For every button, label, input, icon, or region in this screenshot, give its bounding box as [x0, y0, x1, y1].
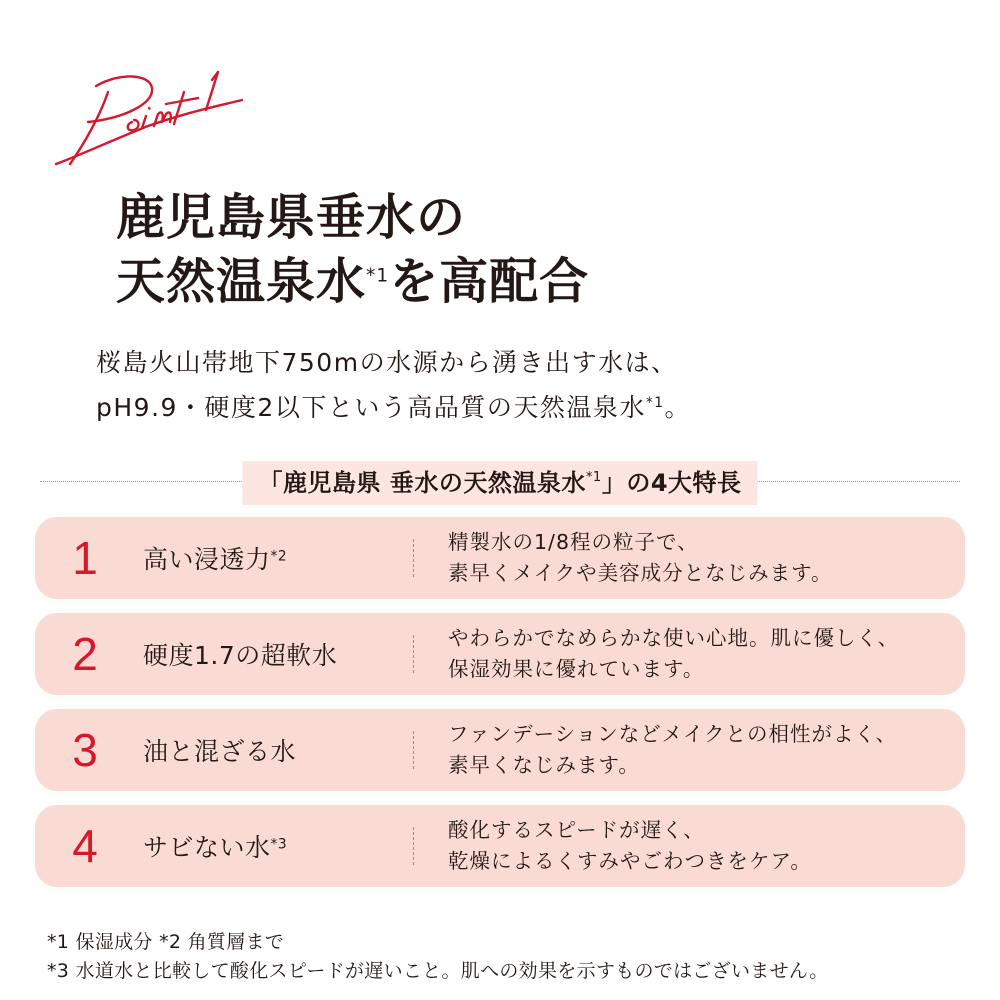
feature-divider [413, 635, 414, 673]
feature-description-line: 精製水の1/8程の粒子で、 [448, 530, 699, 554]
feature-name [135, 636, 413, 672]
feature-description-line: やわらかでなめらかな使い心地。肌に優しく、 [448, 626, 900, 650]
feature-number: 3 [72, 724, 98, 776]
lead-line-2-main: pH9.9・硬度2以下という高品質の天然温泉水 [96, 393, 646, 422]
footnote-line-2: *3 水道水と比較して酸化スピードが遅いこと。肌への効果を示すものではございません。 [47, 960, 829, 982]
feature-name-text: サビない水 [143, 833, 271, 862]
feature-description-line: ファンデーションなどメイクとの相性がよく、 [448, 722, 898, 746]
footnote-line-1: *1 保湿成分 *2 角質層まで [47, 931, 285, 953]
feature-name-text: 油と混ざる水 [143, 737, 297, 766]
point-1-logo [48, 52, 248, 176]
feature-name [135, 540, 413, 576]
lead-text [96, 340, 691, 430]
section-heading-footnote-mark: *1 [585, 470, 602, 486]
feature-description-line: 保湿効果に優れています。 [448, 657, 705, 681]
feature-name [135, 732, 413, 768]
feature-divider [413, 827, 414, 865]
footnotes [47, 928, 829, 986]
section-heading-tail: 」の4大特長 [601, 469, 742, 497]
feature-description-line: 乾燥によるくすみやごわつきをケア。 [448, 849, 812, 873]
title-footnote-mark: *1 [366, 265, 390, 287]
title-line-1: 鹿児島県垂水の [116, 189, 467, 246]
feature-footnote-mark: *3 [270, 836, 288, 853]
feature-number: 4 [72, 820, 98, 872]
feature-description-line: 素早くメイクや美容成分となじみます。 [448, 561, 833, 585]
section-heading-main: 「鹿児島県 垂水の天然温泉水 [258, 469, 586, 497]
feature-card-2 [35, 613, 965, 695]
feature-name-text: 硬度1.7の超軟水 [143, 641, 338, 670]
page-title [116, 186, 589, 314]
lead-line-2-tail: 。 [664, 393, 691, 422]
feature-card-4 [35, 805, 965, 887]
feature-name-text: 高い浸透力 [143, 545, 271, 574]
feature-number: 1 [72, 532, 98, 584]
feature-description [448, 719, 897, 781]
lead-line-2 [96, 385, 691, 430]
lead-line-1: 桜島火山帯地下750mの水源から湧き出す水は、 [96, 348, 678, 377]
feature-description [448, 527, 833, 589]
section-heading [242, 461, 757, 505]
feature-description [448, 815, 812, 877]
feature-card-1 [35, 517, 965, 599]
feature-footnote-mark: *2 [270, 548, 288, 565]
feature-divider [413, 731, 414, 769]
feature-description [448, 623, 899, 685]
feature-name [135, 828, 413, 864]
lead-footnote-mark: *1 [645, 395, 665, 412]
feature-card-3 [35, 709, 965, 791]
feature-number: 2 [72, 628, 98, 680]
title-line-2-main: 天然温泉水 [116, 253, 367, 310]
feature-description-line: 素早くなじみます。 [448, 753, 640, 777]
feature-divider [413, 539, 414, 577]
feature-description-line: 酸化するスピードが遅く、 [448, 818, 705, 842]
feature-list [35, 517, 965, 901]
title-line-2-tail: を高配合 [389, 253, 590, 310]
title-line-2 [116, 250, 589, 314]
